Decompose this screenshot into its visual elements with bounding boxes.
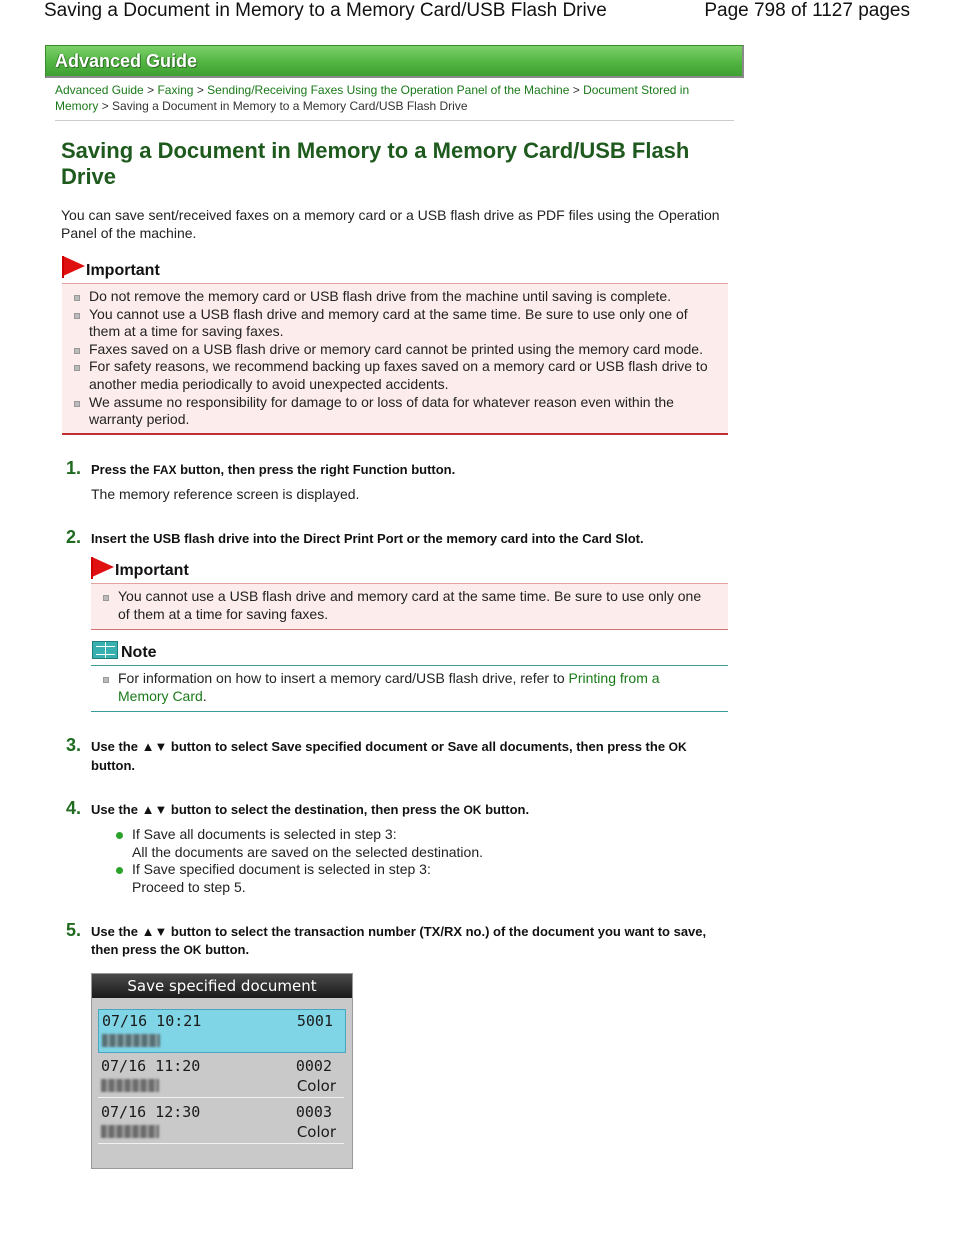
option-result: Proceed to step 5. xyxy=(132,878,246,895)
breadcrumb-faxing[interactable]: Faxing xyxy=(157,83,194,97)
step-5-pre: Use the xyxy=(91,924,142,939)
important-item: You cannot use a USB flash drive and memory card at the same time. Be sure to use only one of them at a time for saving faxes. xyxy=(91,588,714,623)
step-3-post: button. xyxy=(91,757,136,773)
important-title: Important xyxy=(86,262,160,279)
book-icon xyxy=(92,641,118,659)
step-number: 2. xyxy=(66,527,82,547)
step-number: 5. xyxy=(66,920,82,940)
note-item xyxy=(91,670,688,705)
step-1-post: button, then press the right Function button. xyxy=(176,462,456,477)
step-4-post: button. xyxy=(481,802,530,817)
step-4-pre: Use the xyxy=(91,802,142,817)
important-item: Faxes saved on a USB flash drive or memory card cannot be printed using the memory card mode. xyxy=(62,341,714,359)
important-box xyxy=(62,283,728,435)
option-condition: If Save all documents is selected in step 3: xyxy=(132,826,397,842)
lcd-redacted-fax-number xyxy=(102,1034,160,1047)
note-text: For information on how to insert a memory card/USB flash drive, refer to xyxy=(118,670,569,686)
option-result: All the documents are saved on the selected destination. xyxy=(132,843,483,860)
important-flag-icon xyxy=(63,256,85,276)
lcd-datetime: 07/16 11:20 xyxy=(101,1057,201,1075)
up-down-arrow-icon: ▲▼ xyxy=(141,924,168,939)
lcd-color-label: Color xyxy=(296,1123,336,1141)
option-condition: If Save specified document is selected in step 3: xyxy=(132,861,431,877)
breadcrumb-document-stored[interactable]: Document Stored in Memory xyxy=(55,83,690,113)
step-3-mid: button to select Save specified document or Save all documents, then press the xyxy=(167,739,669,754)
page-header-title: Saving a Document in Memory to a Memory Card/USB Flash Drive xyxy=(44,0,607,21)
step-4-mid: button to select the destination, then press the xyxy=(167,802,464,817)
lcd-row-selected xyxy=(98,1009,346,1053)
intro-text: You can save sent/received faxes on a memory card or a USB flash drive as PDF files using the Operation Panel of the machine. xyxy=(61,207,720,241)
step-number: 4. xyxy=(66,798,82,818)
important-title: Important xyxy=(115,562,189,579)
step-2-instruction: Insert the USB flash drive into the Direct Print Port or the memory card into the Card Slot. xyxy=(91,531,644,546)
page-title: Saving a Document in Memory to a Memory Card/USB Flash Drive xyxy=(61,138,690,189)
option-item xyxy=(115,826,715,861)
note-title: Note xyxy=(121,644,157,661)
step-1-result: The memory reference screen is displayed. xyxy=(91,486,360,502)
note-end: . xyxy=(202,687,207,704)
lcd-title: Save specified document xyxy=(92,974,352,998)
lcd-tx-number: 0003 xyxy=(295,1103,332,1121)
lcd-screen xyxy=(91,973,353,1169)
step-1-pre: Press the xyxy=(91,462,154,477)
step-5-instruction xyxy=(91,923,716,959)
step-3-instruction xyxy=(91,738,731,774)
important-item: Do not remove the memory card or USB flash drive from the machine until saving is complete. xyxy=(62,288,714,306)
lcd-row xyxy=(98,1055,344,1098)
step-3-pre: Use the xyxy=(91,739,142,754)
lcd-color-label: Color xyxy=(296,1077,336,1095)
lcd-row xyxy=(98,1101,344,1144)
important-box xyxy=(91,583,728,630)
page-counter: Page 798 of 1127 pages xyxy=(704,0,910,21)
breadcrumb-sending-receiving[interactable]: Sending/Receiving Faxes Using the Operation Panel of the Machine xyxy=(207,83,570,97)
fax-button-label: FAX xyxy=(153,463,177,477)
lcd-tx-number: 5001 xyxy=(296,1012,333,1030)
breadcrumb-sep: > xyxy=(101,99,109,113)
breadcrumb-advanced-guide[interactable]: Advanced Guide xyxy=(55,83,144,97)
lcd-datetime: 07/16 12:30 xyxy=(101,1103,201,1121)
up-down-arrow-icon: ▲▼ xyxy=(141,802,168,817)
step-number: 3. xyxy=(66,735,82,755)
breadcrumb-sep: > xyxy=(196,83,204,97)
lcd-datetime: 07/16 10:21 xyxy=(102,1012,202,1030)
printing-from-memory-card-link[interactable]: Printing from a Memory Card xyxy=(118,670,660,704)
breadcrumb xyxy=(55,82,730,114)
step-5-post: button. xyxy=(201,941,250,957)
important-item: For safety reasons, we recommend backing up faxes saved on a memory card or USB flash drive to another media periodically to avoid unexpected accidents. xyxy=(62,358,714,393)
step-1-instruction xyxy=(91,461,721,480)
important-item: You cannot use a USB flash drive and memory card at the same time. Be sure to use only one of them at a time for saving faxes. xyxy=(62,306,714,341)
note-box xyxy=(91,665,728,712)
up-down-arrow-icon: ▲▼ xyxy=(141,739,168,754)
step-4-options xyxy=(115,826,715,896)
step-5-mid: button to select the transaction number (TX/RX no.) of the document you want to save, then press the xyxy=(91,924,707,957)
advanced-guide-banner xyxy=(45,45,744,78)
important-item: We assume no responsibility for damage to or loss of data for whatever reason even within the warranty period. xyxy=(62,394,714,429)
lcd-redacted-fax-number xyxy=(101,1125,159,1138)
lcd-redacted-fax-number xyxy=(101,1079,159,1092)
option-item xyxy=(115,861,715,896)
lcd-tx-number: 0002 xyxy=(295,1057,332,1075)
ok-button-label: OK xyxy=(668,740,687,754)
ok-button-label: OK xyxy=(183,942,202,957)
step-number: 1. xyxy=(66,458,82,478)
ok-button-label: OK xyxy=(463,803,482,817)
breadcrumb-current: Saving a Document in Memory to a Memory Card/USB Flash Drive xyxy=(112,99,468,113)
breadcrumb-sep: > xyxy=(572,83,580,97)
breadcrumb-sep: > xyxy=(147,83,155,97)
step-4-instruction xyxy=(91,801,726,820)
breadcrumb-divider xyxy=(55,120,734,121)
important-flag-icon xyxy=(92,557,114,577)
banner-label: Advanced Guide xyxy=(55,51,198,71)
